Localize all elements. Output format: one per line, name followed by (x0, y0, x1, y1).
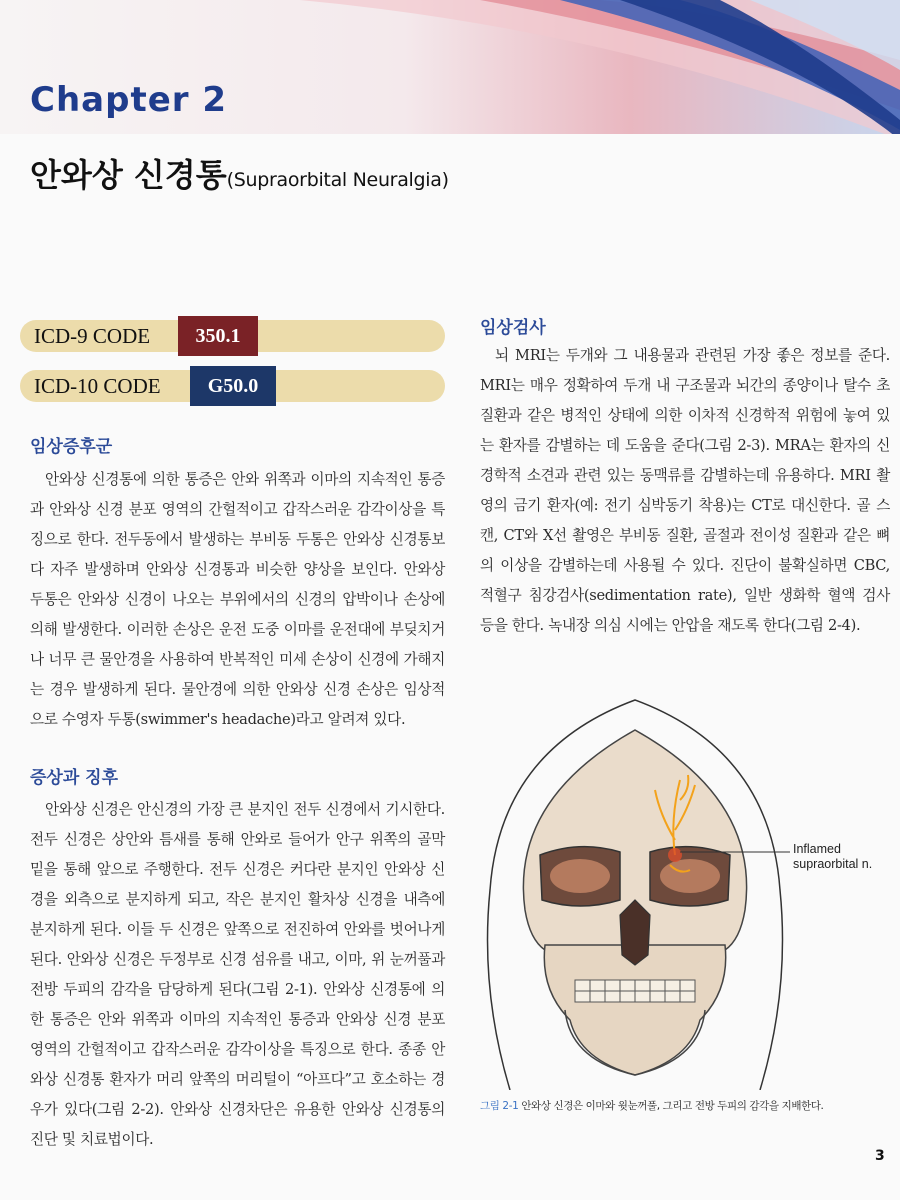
caption-label: 그림 2-1 (480, 1100, 519, 1112)
page-title (30, 150, 449, 196)
skull-illustration (470, 690, 800, 1090)
icd10-code-bar (20, 370, 445, 402)
paragraph-clinical-syndrome: 안와상 신경통에 의한 통증은 안와 위쪽과 이마의 지속적인 통증과 안와상 신경 분포 영역의 간헐적이고 갑작스러운 감각이상을 특징으로 한다. 전두동에서 발생하는 부비동 두통은 안와상 신경통보다 자주 발생하며 안와상 신경통과 비슷한 양상을 보인다. 안와상 두통은 안와상 신경이 나오는 부위에서의 신경의 압박이나 손상에 의해 발생한다. 이러한 손상은 운전 도중 이마를 운전대에 부딪치거나 너무 큰 물안경을 사용하여 반복적인 미세 손상이 신경에 가해지는 경우 발생하게 된다. 물안경에 의한 안와상 신경 손상은 임상적으로 수영자 두통(swimmer's headache)라고 알려져 있다. (30, 471, 445, 728)
paragraph-symptoms-signs: 안와상 신경은 안신경의 가장 큰 분지인 전두 신경에서 기시한다. 전두 신경은 상안와 틈새를 통해 안와로 들어가 안구 위쪽의 골막 밑을 통해 앞으로 주행한다. 전두 신경은 커다란 분지인 안와상 신경을 외측으로 분지하게 되고, 작은 분지인 활차상 신경을 내측에 분지하게 된다. 이들 두 신경은 앞쪽으로 전진하여 안와를 벗어나게 된다. 안와상 신경은 두정부로 신경 섬유를 내고, 이마, 위 눈꺼풀과 전방 두피의 감각을 담당하게 된다(그림 2-1). 안와상 신경통에 의한 통증은 안와 위쪽과 이마의 지속적인 통증과 안와상 신경 분포 영역의 간헐적이고 갑작스러운 감각이상을 특징으로 한다. 종종 안와상 신경통 환자가 머리 앞쪽의 머리털이 “아프다”고 호소하는 경우가 있다(그림 2-2). 안와상 신경차단은 유용한 안와상 신경통의 진단 및 치료법이다. (30, 801, 445, 1148)
figure-caption (480, 1098, 895, 1113)
chapter-label: Chapter 2 (30, 80, 228, 120)
icd10-label: ICD-10 CODE (34, 374, 161, 398)
paragraph-clinical-tests: 뇌 MRI는 두개와 그 내용물과 관련된 가장 좋은 정보를 준다. MRI는 매우 정확하여 두개 내 구조물과 뇌간의 종양이나 탈수 초 질환과 같은 병적인 상태에 의한 이차적 신경학적 위험에 놓여 있는 환자를 감별하는 데 도움을 준다(그림 2-3). MRA는 환자의 신경학적 소견과 관련 있는 동맥류를 감별하는데 유용하다. MRI 촬영의 금기 환자(예: 전기 심박동기 착용)는 CT로 대신한다. 골 스캔, CT와 X선 촬영은 부비동 질환, 골절과 전이성 질환과 같은 뼈의 이상을 감별하는데 사용될 수 있다. 진단이 불확실하면 CBC, 적혈구 침강검사(sedimentation rate), 일반 생화학 혈액 검사 등을 한다. 녹내장 의심 시에는 안압을 재도록 한다(그림 2-4). (480, 347, 890, 634)
heading-clinical-syndrome: 임상증후군 (30, 437, 113, 457)
icd9-value: 350.1 (178, 316, 258, 356)
figure-annotation (793, 842, 872, 872)
icd9-code-bar (20, 320, 445, 352)
caption-text: 안와상 신경은 이마와 윗눈꺼풀, 그리고 전방 두피의 감각을 지배한다. (518, 1100, 824, 1112)
heading-symptoms-signs: 증상과 징후 (30, 768, 119, 788)
title-korean: 안와상 신경통 (30, 156, 227, 194)
page-number: 3 (875, 1148, 885, 1164)
icd9-label: ICD-9 CODE (34, 324, 151, 348)
title-english: (Supraorbital Neuralgia) (226, 169, 449, 191)
heading-clinical-tests: 임상검사 (480, 318, 546, 338)
icd10-value: G50.0 (190, 366, 276, 406)
annotation-line-1: Inflamed (793, 842, 841, 856)
annotation-line-2: supraorbital n. (793, 857, 873, 871)
